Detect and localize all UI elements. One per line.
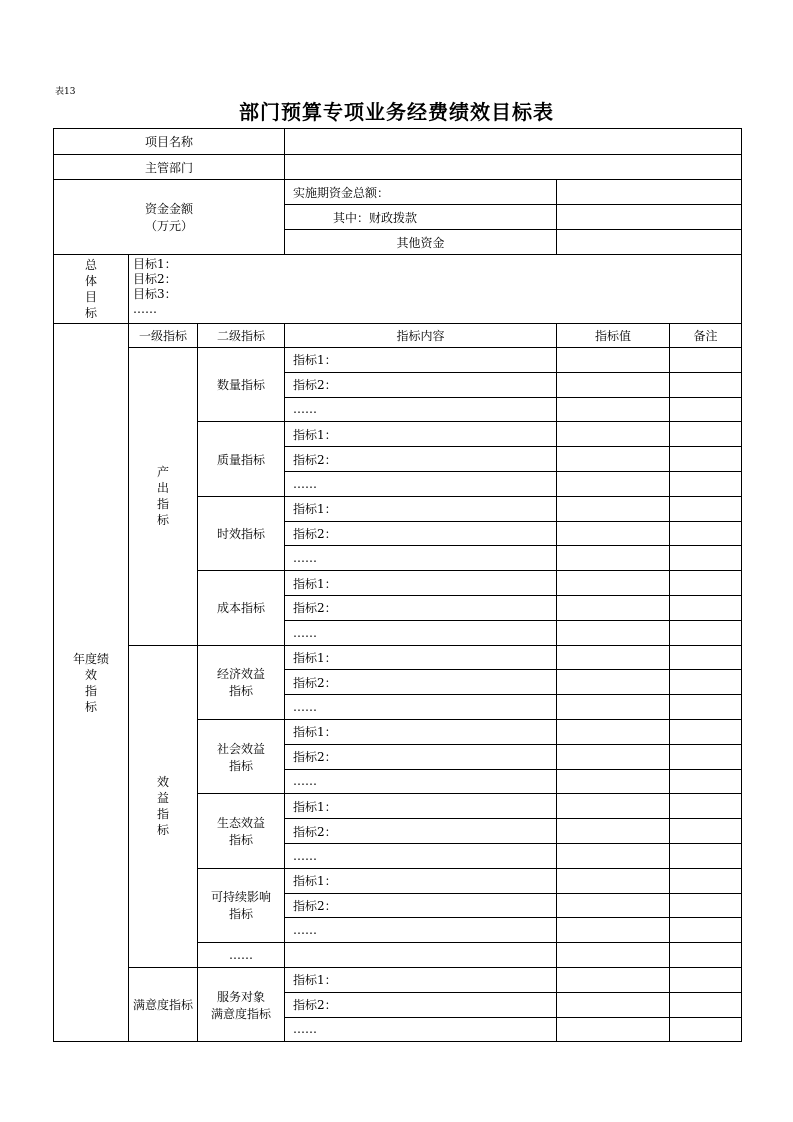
funds-fiscal-label: 其中：财政拨款 — [285, 205, 557, 230]
level2-indicator-name — [198, 967, 285, 1041]
indicator-content-cell[interactable]: 指标1： — [285, 645, 557, 670]
indicator-value-cell[interactable] — [557, 422, 670, 447]
indicator-note-cell[interactable] — [670, 967, 742, 992]
level2-indicator-name-line: 指标 — [229, 833, 254, 848]
level2-indicator-more: …… — [198, 943, 285, 968]
indicator-content-cell[interactable]: 指标2： — [285, 893, 557, 918]
indicator-value-cell[interactable] — [557, 372, 670, 397]
level2-indicator-name-line: 可持续影响 — [211, 890, 272, 905]
indicator-note-cell[interactable] — [670, 496, 742, 521]
indicator-value-cell[interactable] — [557, 843, 670, 868]
level2-indicator-name-line: 质量指标 — [217, 452, 266, 467]
performance-target-table — [53, 128, 742, 1042]
level2-indicator-name-line: 生态效益 — [217, 816, 266, 831]
indicator-content-cell[interactable]: 指标1： — [285, 571, 557, 596]
indicator-content-cell[interactable]: …… — [285, 769, 557, 794]
funds-total-row — [54, 180, 742, 205]
level2-indicator-name — [198, 571, 285, 645]
indicator-value-cell[interactable] — [557, 1017, 670, 1042]
funds-label-line2: （万元） — [145, 219, 194, 233]
output-indicators-label — [129, 348, 198, 646]
indicator-content-cell[interactable]: …… — [285, 918, 557, 943]
indicator-note-cell[interactable] — [670, 868, 742, 893]
header-value: 指标值 — [557, 324, 670, 348]
indicator-note-cell[interactable] — [670, 645, 742, 670]
header-content: 指标内容 — [285, 324, 557, 348]
department-value[interactable] — [285, 155, 742, 180]
project-name-label: 项目名称 — [54, 129, 285, 155]
header-level1: 一级指标 — [129, 324, 198, 348]
benefit-indicators-label-char: 效 — [156, 775, 169, 790]
indicator-row — [54, 645, 742, 670]
benefit-indicators-label-char: 益 — [156, 791, 169, 806]
indicator-note-cell[interactable] — [670, 372, 742, 397]
indicator-value-cell[interactable] — [557, 819, 670, 844]
overall-goals-content[interactable] — [129, 255, 742, 324]
overall-goal-item: 目标1： — [133, 257, 177, 271]
indicator-value-cell[interactable] — [557, 546, 670, 571]
indicator-value-cell[interactable] — [557, 992, 670, 1017]
indicator-note-cell[interactable] — [670, 794, 742, 819]
overall-goals-row — [54, 255, 742, 324]
level2-indicator-name-line: 经济效益 — [217, 667, 266, 682]
output-indicators-label-char: 产 — [156, 465, 169, 480]
overall-goals-label-char: 目 — [84, 290, 97, 304]
indicator-value-cell[interactable] — [557, 571, 670, 596]
level2-indicator-name-line: 时效指标 — [217, 526, 266, 541]
overall-goals-label-char: 体 — [84, 274, 97, 288]
level2-indicator-name-line: 数量指标 — [217, 378, 266, 393]
indicator-content-cell[interactable]: …… — [285, 471, 557, 496]
indicator-value-cell[interactable] — [557, 918, 670, 943]
funds-total-label: 实施期资金总额： — [285, 180, 557, 205]
header-note: 备注 — [670, 324, 742, 348]
level2-indicator-name-line: 社会效益 — [217, 741, 266, 756]
indicator-note-cell[interactable] — [670, 1017, 742, 1042]
indicator-value-cell[interactable] — [557, 769, 670, 794]
indicator-note-cell[interactable] — [670, 546, 742, 571]
level2-indicator-name — [198, 422, 285, 496]
annual-indicators-label — [54, 324, 129, 1042]
annual-indicators-label-line: 标 — [84, 699, 97, 714]
indicator-note-cell[interactable] — [670, 571, 742, 596]
overall-goals-label-char: 总 — [84, 258, 97, 272]
indicator-content-cell[interactable] — [285, 943, 557, 968]
indicator-note-cell[interactable] — [670, 620, 742, 645]
level2-indicator-name-line: 指标 — [229, 758, 254, 773]
indicator-value-cell[interactable] — [557, 744, 670, 769]
indicator-content-cell[interactable]: 指标1： — [285, 719, 557, 744]
annual-indicators-label-line: 指 — [84, 683, 97, 698]
indicator-note-cell[interactable] — [670, 695, 742, 720]
indicator-note-cell[interactable] — [670, 595, 742, 620]
level2-indicator-name — [198, 496, 285, 570]
indicator-content-cell[interactable]: …… — [285, 1017, 557, 1042]
indicator-content-cell[interactable]: …… — [285, 620, 557, 645]
indicator-note-cell[interactable] — [670, 397, 742, 422]
funds-other-label: 其他资金 — [285, 230, 557, 255]
indicator-note-cell[interactable] — [670, 670, 742, 695]
indicator-content-cell[interactable]: …… — [285, 397, 557, 422]
level2-indicator-name — [198, 868, 285, 942]
level2-indicator-name-line: 指标 — [229, 907, 254, 922]
indicator-row — [54, 967, 742, 992]
indicator-content-cell[interactable]: 指标2： — [285, 521, 557, 546]
indicator-header-row — [54, 324, 742, 348]
annual-indicators-label-line: 效 — [84, 667, 97, 682]
indicator-content-cell[interactable]: 指标2： — [285, 744, 557, 769]
annual-indicators-label-line: 年度绩 — [72, 651, 109, 666]
level2-indicator-name — [198, 794, 285, 868]
indicator-content-cell[interactable]: 指标2： — [285, 670, 557, 695]
benefit-indicators-label-char: 标 — [156, 823, 169, 838]
overall-goals-label — [54, 255, 129, 324]
funds-label-line1: 资金金额 — [145, 202, 194, 216]
indicator-value-cell[interactable] — [557, 967, 670, 992]
indicator-value-cell[interactable] — [557, 868, 670, 893]
indicator-note-cell[interactable] — [670, 893, 742, 918]
overall-goals-label-char: 标 — [84, 306, 97, 320]
page-title: 部门预算专项业务经费绩效目标表 — [239, 100, 554, 124]
header-level2: 二级指标 — [198, 324, 285, 348]
indicator-value-cell[interactable] — [557, 447, 670, 472]
indicator-content-cell[interactable]: 指标1： — [285, 794, 557, 819]
funds-other-value[interactable] — [557, 230, 742, 255]
satisfaction-indicators-label: 满意度指标 — [129, 967, 198, 1041]
indicator-note-cell[interactable] — [670, 471, 742, 496]
indicator-value-cell[interactable] — [557, 496, 670, 521]
indicator-content-cell[interactable]: …… — [285, 843, 557, 868]
level2-indicator-name-line: 服务对象 — [217, 989, 266, 1004]
indicator-note-cell[interactable] — [670, 819, 742, 844]
overall-goal-item: 目标3： — [133, 287, 177, 301]
output-indicators-label-char: 出 — [156, 481, 169, 496]
department-label: 主管部门 — [54, 155, 285, 180]
indicator-value-cell[interactable] — [557, 893, 670, 918]
indicator-value-cell[interactable] — [557, 348, 670, 373]
output-indicators-label-char: 标 — [156, 513, 169, 528]
indicator-note-cell[interactable] — [670, 769, 742, 794]
indicator-value-cell[interactable] — [557, 794, 670, 819]
funds-fiscal-value[interactable] — [557, 205, 742, 230]
indicator-note-cell[interactable] — [670, 422, 742, 447]
indicator-row — [54, 348, 742, 373]
benefit-indicators-label — [129, 645, 198, 967]
indicator-content-cell[interactable]: 指标2： — [285, 819, 557, 844]
level2-indicator-name — [198, 645, 285, 719]
indicator-value-cell[interactable] — [557, 645, 670, 670]
indicator-note-cell[interactable] — [670, 992, 742, 1017]
funds-total-value[interactable] — [557, 180, 742, 205]
indicator-note-cell[interactable] — [670, 918, 742, 943]
level2-indicator-name-line: 满意度指标 — [211, 1006, 272, 1021]
indicator-content-cell[interactable]: 指标2： — [285, 992, 557, 1017]
form-number: 表13 — [55, 87, 76, 97]
level2-indicator-name-line: 指标 — [229, 684, 254, 699]
indicator-note-cell[interactable] — [670, 348, 742, 373]
department-row — [54, 155, 742, 180]
indicator-value-cell[interactable] — [557, 521, 670, 546]
indicator-value-cell[interactable] — [557, 670, 670, 695]
funds-label — [54, 180, 285, 255]
project-name-row — [54, 129, 742, 155]
indicator-value-cell[interactable] — [557, 695, 670, 720]
indicator-value-cell[interactable] — [557, 595, 670, 620]
indicator-content-cell[interactable]: 指标1： — [285, 868, 557, 893]
indicator-content-cell[interactable]: 指标1： — [285, 348, 557, 373]
indicator-note-cell[interactable] — [670, 744, 742, 769]
indicator-content-cell[interactable]: …… — [285, 546, 557, 571]
level2-indicator-name — [198, 348, 285, 422]
project-name-value[interactable] — [285, 129, 742, 155]
indicator-value-cell[interactable] — [557, 620, 670, 645]
overall-goal-item: …… — [133, 302, 157, 316]
indicator-note-cell[interactable] — [670, 447, 742, 472]
indicator-note-cell[interactable] — [670, 719, 742, 744]
level2-indicator-name-line: 成本指标 — [217, 601, 266, 616]
benefit-indicators-label-char: 指 — [156, 807, 169, 822]
indicator-content-cell[interactable]: 指标2： — [285, 447, 557, 472]
indicator-content-cell[interactable]: 指标1： — [285, 967, 557, 992]
indicator-value-cell[interactable] — [557, 397, 670, 422]
indicator-content-cell[interactable]: 指标2： — [285, 595, 557, 620]
overall-goal-item: 目标2： — [133, 272, 177, 286]
level2-indicator-name — [198, 719, 285, 793]
indicator-content-cell[interactable]: 指标1： — [285, 422, 557, 447]
indicator-content-cell[interactable]: …… — [285, 695, 557, 720]
indicator-value-cell[interactable] — [557, 943, 670, 968]
indicator-note-cell[interactable] — [670, 521, 742, 546]
indicator-value-cell[interactable] — [557, 471, 670, 496]
output-indicators-label-char: 指 — [156, 497, 169, 512]
indicator-content-cell[interactable]: 指标2： — [285, 372, 557, 397]
indicator-note-cell[interactable] — [670, 843, 742, 868]
indicator-note-cell[interactable] — [670, 943, 742, 968]
indicator-value-cell[interactable] — [557, 719, 670, 744]
indicator-content-cell[interactable]: 指标1： — [285, 496, 557, 521]
